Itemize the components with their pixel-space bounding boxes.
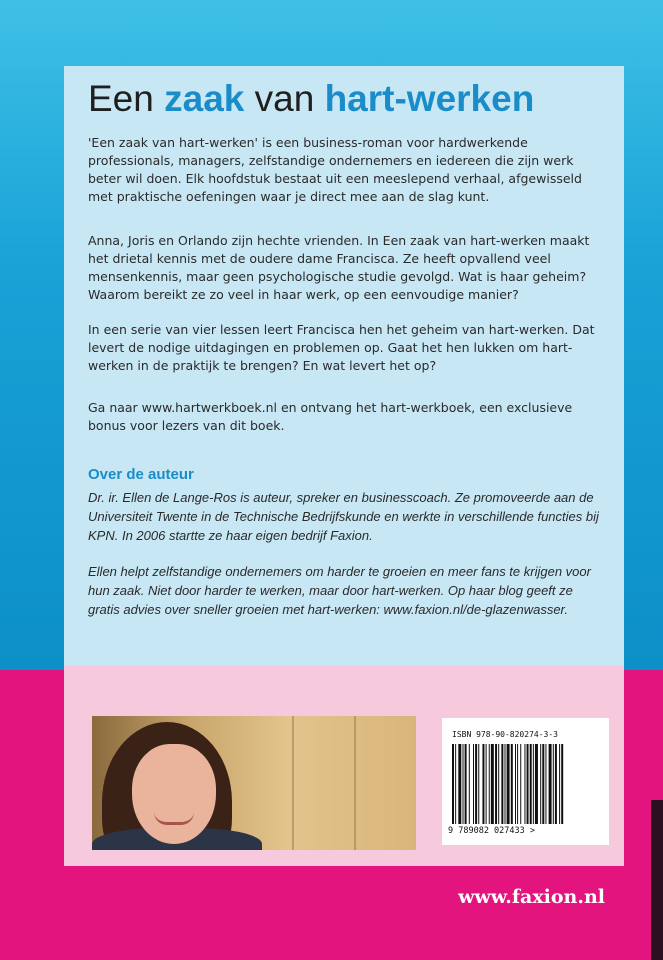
barcode-bar <box>489 744 490 824</box>
barcode-bar <box>482 744 484 824</box>
barcode-bar <box>455 744 456 824</box>
barcode-bar <box>469 744 470 824</box>
barcode-bar <box>511 744 513 824</box>
barcode-bar <box>549 744 552 824</box>
barcode-bar <box>533 744 534 824</box>
barcode-bar <box>535 744 538 824</box>
isbn-number: ISBN 978-90-820274-3-3 <box>452 730 558 739</box>
barcode-bar <box>545 744 546 824</box>
barcode-bar <box>515 744 516 824</box>
author-bio-2: Ellen helpt zelfstandige ondernemers om harder te groeien en meer fans te krijgen voor hun zaak. Niet door harder te werken, maar door hart-werken. Op haar blog geeft ze gratis advies over sneller groeien met hart-werken: www.faxion.nl/de-glazenwasser. <box>88 564 591 617</box>
blurb-paragraph-4: Ga naar www.hartwerkboek.nl en ontvang het hart-werkboek, een exclusieve bonus voor lezers van dit boek. <box>88 400 573 433</box>
barcode-bar <box>555 744 557 824</box>
barcode-bar <box>553 744 554 824</box>
barcode-bar <box>517 744 518 824</box>
barcode-bar <box>478 744 479 824</box>
title-highlight-hart-werken: hart-werken <box>324 78 535 119</box>
barcode-bar <box>501 744 503 824</box>
barcode-bar <box>495 744 497 824</box>
barcode-bar <box>458 744 461 824</box>
ean-number: 9 789082 027433 > <box>448 826 535 836</box>
barcode-bar <box>452 744 454 824</box>
author-photo <box>92 716 416 850</box>
barcode-bar <box>530 744 532 824</box>
barcode-bar <box>473 744 474 824</box>
barcode-bar <box>542 744 544 824</box>
title-part2: van <box>244 78 325 119</box>
blurb-paragraph-1: 'Een zaak van hart-werken' is een business-roman voor hardwerkende professionals, managers, zelfstandige ondernemers en iedereen die zijn werk beter wil doen. Elk hoofdstuk bestaat uit een meeslepend verhaal, afgewisseld met praktische oefeningen waar je direct mee aan de slag kunt. <box>88 135 582 204</box>
photo-face <box>132 744 216 844</box>
barcode-bar <box>540 744 541 824</box>
barcode-bar <box>520 744 521 824</box>
barcode-bar <box>507 744 510 824</box>
barcode-icon <box>452 744 599 824</box>
title-highlight-zaak: zaak <box>164 78 245 119</box>
barcode-bar <box>524 744 525 824</box>
barcode-bar <box>475 744 477 824</box>
publisher-website: www.faxion.nl <box>458 886 605 908</box>
barcode-box <box>442 718 609 845</box>
barcode-bar <box>486 744 487 824</box>
barcode-bar <box>561 744 563 824</box>
photo-wall-line <box>292 716 294 850</box>
author-bio: Dr. ir. Ellen de Lange-Ros is auteur, spreker en businesscoach. Ze promoveerde aan de Universiteit Twente in de Technische Bedrijfskunde en werkte in verschillende functies bij KPN. In 2006 startte ze haar eigen bedrijf Faxion. <box>88 490 599 543</box>
cover-edge-shadow <box>651 800 663 960</box>
title-part1: Een <box>88 78 165 119</box>
blurb-paragraph-3: In een serie van vier lessen leert Francisca hen het geheim van hart-werken. Dat levert de nodige uitdagingen en problemen op. Gaat het hen lukken om hart-werken in de praktijk te brengen? En wat levert het op? <box>88 322 595 373</box>
photo-wall-line <box>354 716 356 850</box>
blurb-paragraph-2: Anna, Joris en Orlando zijn hechte vrienden. In Een zaak van hart-werken maakt het drietal kennis met de oudere dame Francisca. Ze heeft opvallend veel mensenkennis, maar geen psychologische studie gevolgd. Wat is haar geheim? Waarom bereikt ze zo veel in haar werk, op een eenvoudige manier? <box>88 233 590 302</box>
barcode-bar <box>498 744 499 824</box>
barcode-bar <box>527 744 529 824</box>
barcode-bar <box>491 744 494 824</box>
author-heading: Over de auteur <box>88 466 194 483</box>
barcode-bar <box>505 744 506 824</box>
barcode-bar <box>559 744 560 824</box>
barcode-bar <box>463 744 464 824</box>
barcode-bar <box>465 744 467 824</box>
book-title <box>88 78 534 120</box>
